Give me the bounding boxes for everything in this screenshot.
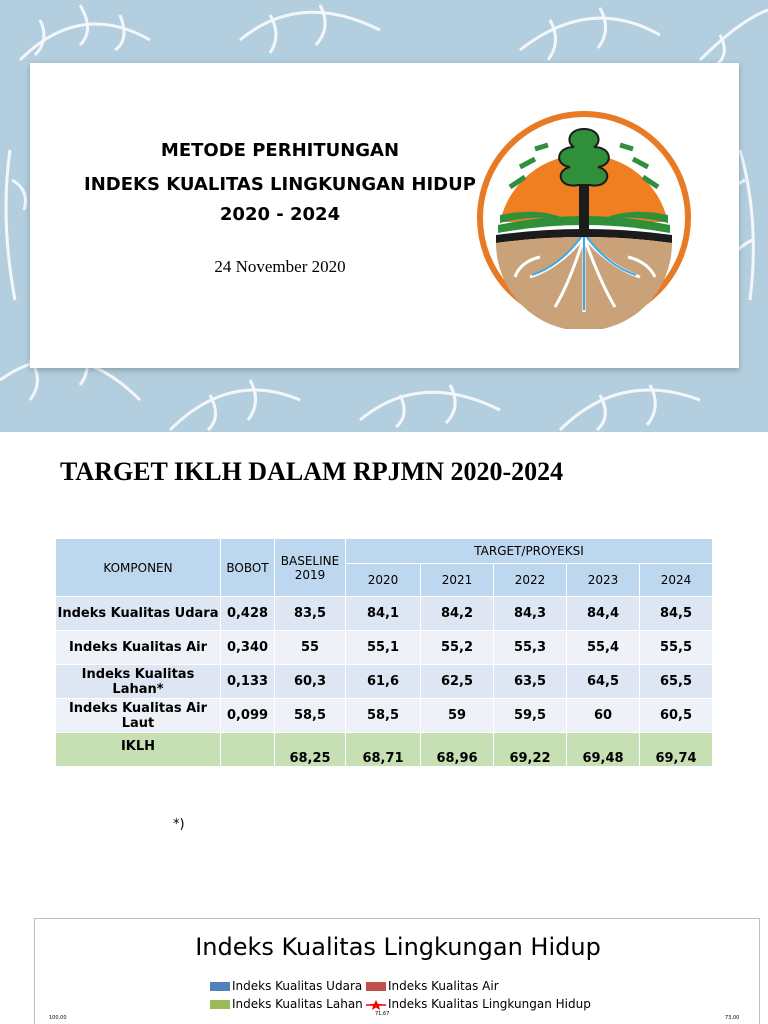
header-baseline: BASELINE 2019 — [275, 539, 346, 597]
legend-label: Indeks Kualitas Udara — [232, 979, 363, 993]
row-value: 62,5 — [421, 665, 494, 699]
legend-swatch — [210, 1000, 230, 1009]
chart-frame — [34, 918, 760, 1024]
total-value: 69,22 — [494, 733, 567, 767]
row-value: 55,3 — [494, 631, 567, 665]
header-year: 2024 — [640, 564, 713, 597]
row-value: 84,5 — [640, 597, 713, 631]
header-year: 2021 — [421, 564, 494, 597]
table-row — [56, 699, 713, 733]
legend-label: Indeks Kualitas Lingkungan Hidup — [388, 997, 591, 1011]
row-bobot: 0,099 — [221, 699, 275, 733]
row-value: 60,5 — [640, 699, 713, 733]
ministry-logo — [470, 107, 698, 329]
row-value: 59 — [421, 699, 494, 733]
slide-title: TARGET IKLH DALAM RPJMN 2020-2024 — [60, 457, 564, 486]
header-target: TARGET/PROYEKSI — [346, 539, 713, 564]
row-baseline: 60,3 — [275, 665, 346, 699]
row-value: 55,1 — [346, 631, 421, 665]
header-year: 2022 — [494, 564, 567, 597]
legend-item-udara — [210, 979, 362, 993]
row-baseline: 55 — [275, 631, 346, 665]
legend-label: Indeks Kualitas Air — [388, 979, 499, 993]
row-value: 55,2 — [421, 631, 494, 665]
row-baseline: 58,5 — [275, 699, 346, 733]
table-row — [56, 631, 713, 665]
row-bobot: 0,428 — [221, 597, 275, 631]
row-value: 55,5 — [640, 631, 713, 665]
presentation-date: 24 November 2020 — [214, 257, 346, 276]
row-bobot: 0,133 — [221, 665, 275, 699]
header-komponen: KOMPONEN — [56, 539, 221, 597]
row-value: 55,4 — [567, 631, 640, 665]
title-line-1: METODE PERHITUNGAN — [160, 140, 400, 161]
header-year: 2020 — [346, 564, 421, 597]
row-value: 58,5 — [346, 699, 421, 733]
data-label: 71,67 — [375, 1011, 390, 1017]
row-value: 60 — [567, 699, 640, 733]
legend-line-marker — [366, 1000, 386, 1010]
row-value: 84,1 — [346, 597, 421, 631]
row-value: 61,6 — [346, 665, 421, 699]
total-value: 69,74 — [640, 733, 713, 767]
row-name: Indeks Kualitas Air Laut — [56, 699, 221, 733]
row-name: Indeks Kualitas Udara — [56, 597, 221, 631]
title-line-3: 2020 - 2024 — [219, 204, 341, 225]
header-bobot: BOBOT — [221, 539, 275, 597]
axis-label-top: 100,00 — [49, 1015, 67, 1021]
header-year: 2023 — [567, 564, 640, 597]
total-name: IKLH — [56, 733, 221, 767]
row-value: 59,5 — [494, 699, 567, 733]
title-slide — [0, 0, 768, 432]
row-value: 84,4 — [567, 597, 640, 631]
row-bobot: 0,340 — [221, 631, 275, 665]
total-value: 68,71 — [346, 733, 421, 767]
total-bobot — [221, 733, 275, 767]
footnote: *) — [173, 817, 185, 832]
legend-item-lahan — [210, 997, 363, 1011]
table-row — [56, 665, 713, 699]
row-value: 65,5 — [640, 665, 713, 699]
chart-slide — [0, 892, 768, 1024]
legend-swatch — [366, 982, 386, 991]
total-value: 68,96 — [421, 733, 494, 767]
total-row — [56, 733, 713, 767]
legend-swatch — [210, 982, 230, 991]
row-value: 63,5 — [494, 665, 567, 699]
legend-label: Indeks Kualitas Lahan — [232, 997, 363, 1011]
title-line-2: INDEKS KUALITAS LINGKUNGAN HIDUP — [84, 174, 476, 195]
table-row — [56, 597, 713, 631]
row-value: 84,3 — [494, 597, 567, 631]
legend-item-air — [366, 979, 499, 993]
legend-item-iklh — [366, 997, 591, 1011]
row-value: 84,2 — [421, 597, 494, 631]
title-card — [30, 63, 739, 368]
row-baseline: 83,5 — [275, 597, 346, 631]
chart-title: Indeks Kualitas Lingkungan Hidup — [195, 933, 601, 961]
row-value: 64,5 — [567, 665, 640, 699]
iklh-target-table — [55, 538, 713, 767]
total-baseline: 68,25 — [275, 733, 346, 767]
data-label: 73,00 — [725, 1015, 740, 1021]
row-name: Indeks Kualitas Lahan* — [56, 665, 221, 699]
target-slide — [0, 432, 768, 892]
row-name: Indeks Kualitas Air — [56, 631, 221, 665]
total-value: 69,48 — [567, 733, 640, 767]
